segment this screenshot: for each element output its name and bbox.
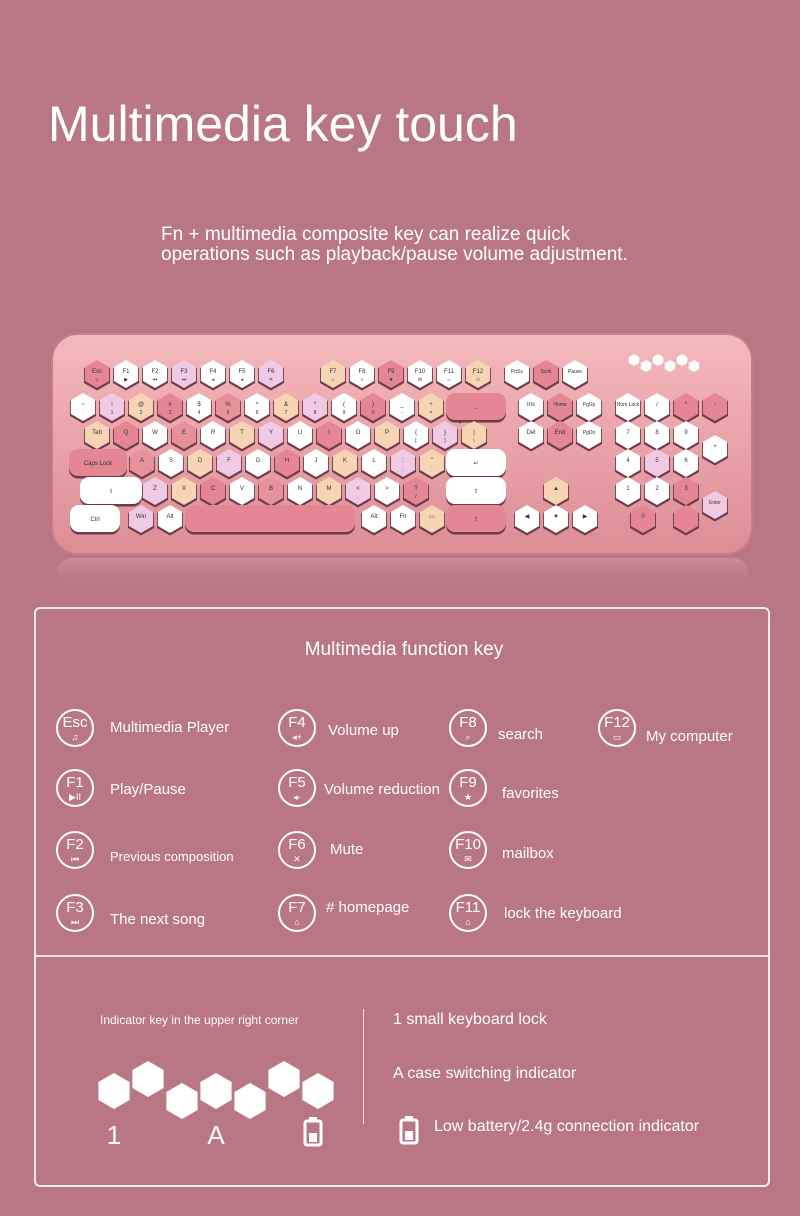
fkey-badge-f8 [449,709,487,747]
svg-text:Scrlk: Scrlk [540,369,552,375]
indicator-num-lock: 1 small keyboard lock [393,1011,547,1028]
svg-text:Win: Win [135,514,147,520]
svg-text:⇧: ⇧ [473,517,479,523]
svg-text:PrtSc: PrtSc [510,369,524,375]
svg-text:": " [430,458,434,464]
svg-text:H: H [284,458,290,464]
fkey-label: Mute [330,841,364,858]
svg-text:▭: ▭ [429,514,435,520]
svg-text:.: . [685,514,687,520]
svg-text:Z: Z [153,486,157,492]
svg-text:W: W [152,430,158,436]
svg-text:Ctrl: Ctrl [90,517,100,523]
fkey-code: F7 [288,899,306,916]
svg-text:⌂: ⌂ [447,377,451,383]
svg-text:◂: ◂ [211,377,215,383]
key-ctrl [70,505,120,535]
svg-text:7: 7 [284,410,288,416]
svg-text:F: F [227,458,231,464]
svg-text:3: 3 [168,410,172,416]
indicator-hexagon [132,1061,163,1097]
indicator-symbol-1: 1 [106,1120,122,1149]
svg-text:D: D [197,458,203,464]
svg-text:N: N [297,486,303,492]
svg-text:▼: ▼ [553,514,559,520]
svg-text:4: 4 [197,410,201,416]
fkey-label: search [498,726,544,743]
svg-text:⌕: ⌕ [360,377,364,383]
svg-text:3: 3 [684,486,688,492]
svg-text:#: # [168,402,172,408]
svg-text:9: 9 [342,410,346,416]
fkey-label: Multimedia Player [110,719,230,736]
svg-text:K: K [342,458,348,464]
svg-text:▶: ▶ [124,377,128,383]
indicator-symbol-a: A [207,1120,225,1149]
svg-text:6: 6 [684,458,688,464]
svg-text:-: - [401,410,403,416]
svg-text:Home: Home [553,402,567,408]
fkey-label: mailbox [502,845,554,862]
svg-text:↵: ↵ [473,461,479,467]
fkey-badge-f11 [449,894,487,932]
svg-text:O: O [355,430,361,436]
svg-text:0: 0 [371,410,375,416]
key-space [185,505,355,535]
svg-text:+: + [429,402,433,408]
svg-text:&: & [283,402,289,408]
fkey-label: lock the keyboard [504,905,622,922]
svg-text:X: X [181,486,187,492]
svg-text:PgUp: PgUp [582,402,596,408]
fkey-code: F8 [459,714,477,731]
svg-text:B: B [268,486,274,492]
indicator-caps-lock: A case switching indicator [393,1065,577,1082]
indicator-hexagons [96,1059,336,1149]
fkey-icon: ✉ [464,854,472,864]
fkey-code: Esc [62,714,88,731]
svg-text:V: V [239,486,245,492]
fkey-code: F3 [66,899,84,916]
key-ctrl-right [446,505,506,535]
svg-text:▶: ▶ [582,514,588,520]
fkey-icon: ⏮ [70,854,80,864]
svg-text:⇧: ⇧ [473,489,479,495]
fkey-badge-f6 [278,831,316,869]
indicator-hexagon [302,1073,333,1109]
svg-text:End: End [554,430,566,436]
svg-text:*: * [684,402,688,408]
svg-text:Q: Q [123,430,129,436]
svg-text:1: 1 [626,486,630,492]
fkey-code: F10 [455,836,481,853]
svg-text:2: 2 [655,486,659,492]
indicator-hexagon [98,1073,129,1109]
svg-text:|: | [473,430,475,436]
svg-text:⇧: ⇧ [108,489,114,495]
svg-text:F8: F8 [358,369,366,375]
battery-icon [305,1117,321,1145]
svg-text:C: C [210,486,216,492]
svg-text:_: _ [400,402,404,408]
svg-text:Tab: Tab [92,430,102,436]
indicator-battery: Low battery/2.4g connection indicator [434,1118,700,1135]
svg-text:\: \ [473,438,475,444]
svg-text:F9: F9 [387,369,395,375]
svg-text:A: A [139,458,145,464]
svg-text:F7: F7 [329,369,337,375]
svg-text:F2: F2 [151,369,159,375]
svg-text:': ' [431,466,433,472]
svg-text:Alt: Alt [370,514,378,520]
svg-text:Pause: Pause [567,369,583,375]
fkey-code: F1 [66,774,84,791]
svg-text:F10: F10 [414,369,426,375]
svg-text:+: + [713,444,717,450]
fkey-icon: ⌕ [465,732,471,742]
function-key-panel [34,607,770,1187]
fkey-badge-f3 [56,894,94,932]
svg-text:^: ^ [255,402,259,408]
svg-text:8: 8 [655,430,659,436]
fkey-code: F2 [66,836,84,853]
svg-text:1: 1 [110,410,114,416]
divider [36,955,768,957]
svg-text:Esc: Esc [91,369,103,375]
svg-text:}: } [443,430,447,436]
svg-text:2: 2 [139,410,143,416]
fkey-icon: ▭ [612,732,622,742]
svg-text:;: ; [402,466,404,472]
vertical-divider [363,1009,364,1124]
fkey-icon: ◂+ [292,732,302,742]
fkey-icon: ⌂ [465,917,471,927]
key-backspace [446,393,506,423]
svg-text:?: ? [414,486,418,492]
svg-text:I: I [328,430,330,436]
subtitle: Fn + multimedia composite key can realize quick operations such as playback/pause volume adjustment. [161,224,628,265]
svg-text:!: ! [111,402,113,408]
svg-text:▲: ▲ [553,486,559,492]
indicator-hexagon [268,1061,299,1097]
svg-text:Caps Lock: Caps Lock [83,461,113,467]
svg-text:E: E [181,430,187,436]
svg-text:6: 6 [255,410,259,416]
svg-text:8: 8 [313,410,317,416]
fkey-code: F4 [288,714,306,731]
fkey-code: F5 [288,774,306,791]
fkey-badge-f10 [449,831,487,869]
svg-text:.: . [386,494,388,500]
svg-text:5: 5 [655,458,659,464]
svg-text:Y: Y [268,430,274,436]
keyboard-image [50,330,755,590]
svg-text:0: 0 [641,514,645,520]
fkey-badge-esc [56,709,94,747]
fkey-label: My computer [646,728,733,745]
keyboard-reflection [58,558,748,590]
svg-text:/: / [415,494,417,500]
svg-text:F4: F4 [209,369,217,375]
fkey-badge-f9 [449,769,487,807]
svg-text:@: @ [137,402,145,408]
svg-text:F3: F3 [180,369,188,375]
fkey-label: favorites [502,785,559,802]
svg-text:T: T [240,430,244,436]
svg-text:5: 5 [226,410,230,416]
svg-text:Del: Del [526,430,536,436]
svg-text:◂: ◂ [240,377,244,383]
svg-text:>: > [385,486,389,492]
svg-text:): ) [372,402,374,408]
svg-text:9: 9 [684,430,688,436]
svg-text:J: J [314,458,318,464]
svg-text:*: * [313,402,317,408]
svg-text::: : [402,458,404,464]
fkey-label: The next song [110,911,206,928]
svg-text:Num Lock: Num Lock [616,402,640,408]
svg-text:⌂: ⌂ [331,377,335,383]
fkey-icon: ★ [463,792,473,802]
fkey-label: Previous composition [110,849,234,864]
fkey-badge-f1 [56,769,94,807]
svg-text:,: , [357,494,359,500]
fkey-code: F6 [288,836,306,853]
fkey-icon: ◂- [293,792,301,802]
fkey-code: F11 [455,899,481,916]
svg-text:Enter: Enter [709,500,721,506]
indicator-hexagon [234,1083,265,1119]
svg-text:P: P [384,430,390,436]
svg-text:◀: ◀ [524,514,530,520]
svg-text:F1: F1 [122,369,130,375]
svg-text:-: - [714,402,716,408]
svg-text:✕: ✕ [268,377,274,383]
svg-text:Fn: Fn [399,514,407,520]
fkey-icon: ▶II [69,792,81,802]
svg-text:M: M [326,486,332,492]
svg-text:F11: F11 [444,369,454,375]
svg-text:F6: F6 [267,369,275,375]
fkey-icon: ⌂ [294,917,300,927]
fkey-label: # homepage [326,899,410,916]
fkey-icon: ✕ [293,854,301,864]
svg-text:⏭: ⏭ [181,377,187,383]
key-shift-left [80,477,142,507]
panel-title: Multimedia function key [304,639,504,660]
svg-text:~: ~ [81,402,85,408]
fkey-badge-f2 [56,831,94,869]
svg-text:♫: ♫ [95,377,99,383]
svg-text:R: R [210,430,216,436]
svg-text:<: < [356,486,360,492]
fkey-code: F9 [459,774,477,791]
svg-text:`: ` [82,410,84,416]
fkey-label: Volume reduction [324,781,440,798]
svg-text:Ins: Ins [526,402,536,408]
svg-text:/: / [656,402,658,408]
page-title: Multimedia key touch [48,96,518,152]
svg-text:7: 7 [626,430,630,436]
svg-text:PgDn: PgDn [582,430,596,436]
fkey-code: F12 [604,714,630,731]
svg-text:[: [ [415,438,417,444]
svg-text:←: ← [473,405,479,411]
svg-text:%: % [225,402,231,408]
svg-text:✉: ✉ [417,377,423,383]
svg-text:]: ] [444,438,446,444]
fkey-label: Volume up [328,722,399,739]
svg-text:▭: ▭ [475,377,481,383]
battery-icon [398,1115,422,1145]
svg-text:=: = [429,410,433,416]
svg-text:Alt: Alt [166,514,174,520]
fkey-icon: ⏭ [70,917,80,927]
fkey-badge-f12 [598,709,636,747]
fkey-badge-f5 [278,769,316,807]
key-enter [446,449,506,479]
indicator-caption: Indicator key in the upper right corner [100,1013,299,1027]
svg-text:★: ★ [388,377,394,383]
svg-text:4: 4 [626,458,630,464]
fkey-label: Play/Pause [110,781,186,798]
indicator-hexagon [200,1073,231,1109]
svg-text:G: G [255,458,261,464]
svg-text:S: S [168,458,174,464]
fkey-badge-f4 [278,709,316,747]
key-shift-right [446,477,506,507]
svg-text:$: $ [197,402,201,408]
svg-text:F5: F5 [238,369,246,375]
svg-text:{: { [414,430,418,436]
svg-text:(: ( [343,402,345,408]
svg-text:F12: F12 [472,369,484,375]
svg-text:L: L [372,458,376,464]
indicator-hexagon [166,1083,197,1119]
key-caps-lock [69,449,127,479]
fkey-badge-f7 [278,894,316,932]
svg-text:U: U [297,430,303,436]
svg-text:⏮: ⏮ [152,377,158,383]
fkey-icon: ♫ [71,732,79,742]
